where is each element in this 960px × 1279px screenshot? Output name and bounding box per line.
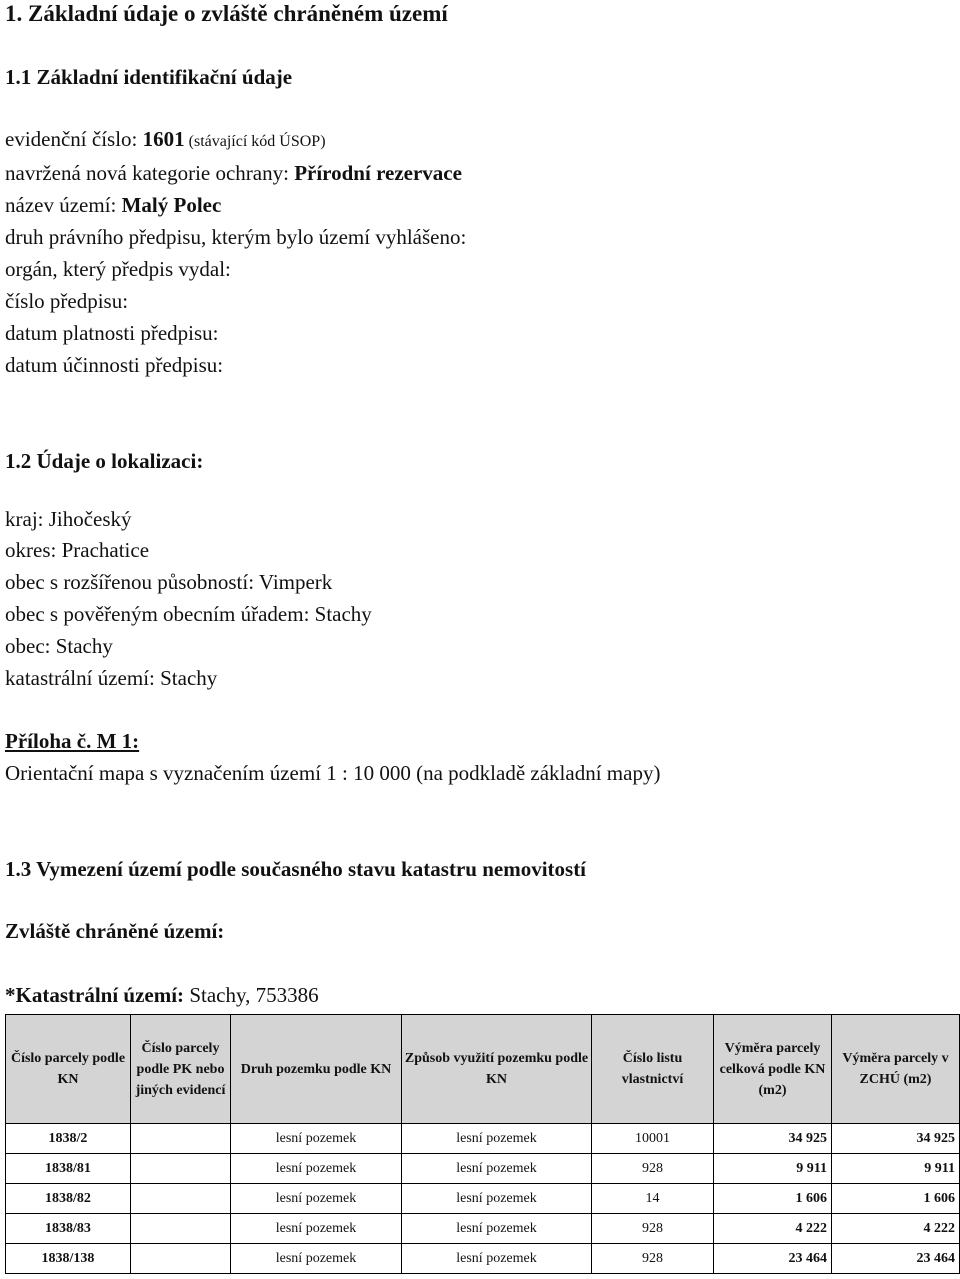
- name-label: název území:: [5, 193, 122, 217]
- okres-line: okres: Prachatice: [5, 538, 150, 562]
- kraj-line: kraj: Jihočeský: [5, 507, 132, 531]
- cell-zchu: 34 925: [832, 1124, 960, 1154]
- cell-kn: 1838/2: [6, 1124, 131, 1154]
- name-line: [5, 193, 221, 218]
- cell-lv: 14: [592, 1184, 714, 1214]
- cell-zchu: 9 911: [832, 1154, 960, 1184]
- table-row: [6, 1184, 960, 1214]
- table-row: [6, 1154, 960, 1184]
- category-line: [5, 161, 462, 186]
- organ-line: orgán, který předpis vydal:: [5, 257, 231, 281]
- evid-value: 1601: [142, 127, 185, 151]
- druh-line: druh právního předpisu, kterým bylo území vyhlášeno:: [5, 225, 467, 249]
- table-row: [6, 1124, 960, 1154]
- cell-vyuziti: lesní pozemek: [402, 1124, 592, 1154]
- platnost-line: datum platnosti předpisu:: [5, 321, 219, 345]
- cell-kn: 1838/82: [6, 1184, 131, 1214]
- cell-zchu: 4 222: [832, 1214, 960, 1244]
- orp-line: obec s rozšířenou působností: Vimperk: [5, 570, 333, 594]
- table-row: [6, 1244, 960, 1274]
- evid-label: evidenční číslo:: [5, 127, 143, 151]
- cell-pk: [131, 1244, 231, 1274]
- cell-kn: 1838/83: [6, 1214, 131, 1244]
- cell-pk: [131, 1184, 231, 1214]
- cell-zchu: 1 606: [832, 1184, 960, 1214]
- evid-line: [5, 127, 326, 152]
- section-12-title: 1.2 Údaje o lokalizaci:: [5, 449, 204, 473]
- cell-druh: lesní pozemek: [231, 1244, 402, 1274]
- header-kn: Číslo parcely podle KN: [6, 1015, 131, 1124]
- header-lv: Číslo listu vlastnictví: [592, 1015, 714, 1124]
- cislo-line: číslo předpisu:: [5, 289, 129, 313]
- cell-celkova: 1 606: [714, 1184, 832, 1214]
- cell-pk: [131, 1124, 231, 1154]
- header-vyuziti: Způsob využití pozemku podle KN: [402, 1015, 592, 1124]
- cell-kn: 1838/138: [6, 1244, 131, 1274]
- ku-heading-value: Stachy, 753386: [189, 983, 319, 1007]
- cell-celkova: 4 222: [714, 1214, 832, 1244]
- category-value: Přírodní rezervace: [294, 161, 462, 185]
- category-label: navržená nová kategorie ochrany:: [5, 161, 295, 185]
- cell-pk: [131, 1154, 231, 1184]
- cell-zchu: 23 464: [832, 1244, 960, 1274]
- heading-main: 1. Základní údaje o zvláště chráněném území: [5, 1, 448, 26]
- name-value: Malý Polec: [121, 193, 222, 217]
- header-celkova: Výměra parcely celková podle KN (m2): [714, 1015, 832, 1124]
- section-11-title: 1.1 Základní identifikační údaje: [5, 65, 293, 89]
- cell-druh: lesní pozemek: [231, 1154, 402, 1184]
- header-pk: Číslo parcely podle PK nebo jiných evidencí: [131, 1015, 231, 1124]
- cell-lv: 928: [592, 1244, 714, 1274]
- table-row: [6, 1214, 960, 1244]
- cell-kn: 1838/81: [6, 1154, 131, 1184]
- parcel-table: [5, 1014, 960, 1274]
- ku-heading: [5, 983, 319, 1008]
- cell-vyuziti: lesní pozemek: [402, 1154, 592, 1184]
- zchu-heading: Zvláště chráněné území:: [5, 919, 225, 943]
- ucinnost-line: datum účinnosti předpisu:: [5, 353, 224, 377]
- cell-druh: lesní pozemek: [231, 1184, 402, 1214]
- table-header-row: [6, 1015, 960, 1124]
- ku-heading-label: *Katastrální území:: [5, 983, 190, 1007]
- cell-lv: 928: [592, 1154, 714, 1184]
- cell-druh: lesní pozemek: [231, 1124, 402, 1154]
- cell-celkova: 9 911: [714, 1154, 832, 1184]
- section-13-title: 1.3 Vymezení území podle současného stavu katastru nemovitostí: [5, 857, 587, 881]
- cell-vyuziti: lesní pozemek: [402, 1214, 592, 1244]
- cell-lv: 10001: [592, 1124, 714, 1154]
- cell-celkova: 34 925: [714, 1124, 832, 1154]
- cell-pk: [131, 1214, 231, 1244]
- pou-line: obec s pověřeným obecním úřadem: Stachy: [5, 602, 372, 626]
- mapa-line: Orientační mapa s vyznačením území 1 : 10 000 (na podkladě základní mapy): [5, 761, 661, 785]
- cell-lv: 928: [592, 1214, 714, 1244]
- cell-celkova: 23 464: [714, 1244, 832, 1274]
- cell-vyuziti: lesní pozemek: [402, 1184, 592, 1214]
- header-druh: Druh pozemku podle KN: [231, 1015, 402, 1124]
- cell-vyuziti: lesní pozemek: [402, 1244, 592, 1274]
- ku-line: katastrální území: Stachy: [5, 666, 218, 690]
- header-zchu: Výměra parcely v ZCHÚ (m2): [832, 1015, 960, 1124]
- cell-druh: lesní pozemek: [231, 1214, 402, 1244]
- evid-note: (stávající kód ÚSOP): [184, 133, 326, 150]
- priloha-label: Příloha č. M 1:: [5, 729, 140, 753]
- obec-line: obec: Stachy: [5, 634, 113, 658]
